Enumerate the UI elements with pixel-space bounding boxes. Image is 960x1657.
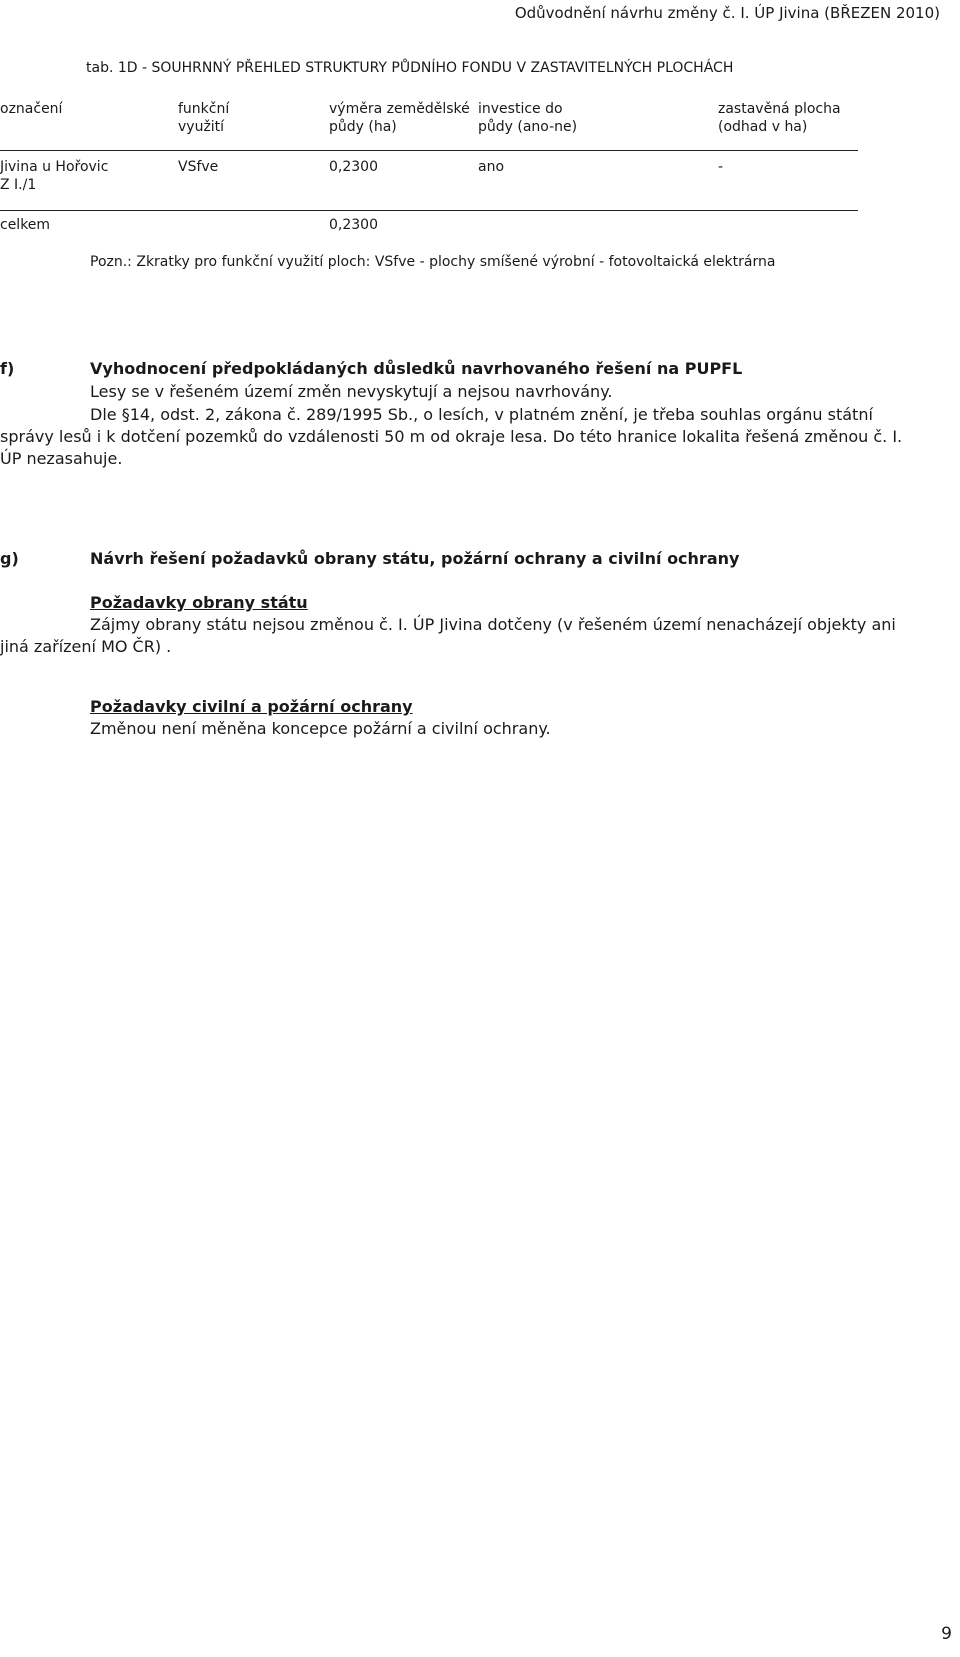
- column-header-line: označení: [0, 101, 63, 117]
- table-total-area: 0,2300: [329, 217, 378, 233]
- section-f-paragraph-line: ÚP nezasahuje.: [0, 449, 123, 468]
- column-header-use: [178, 100, 229, 136]
- column-header-built-area: [718, 100, 841, 136]
- defense-requirements-line: Zájmy obrany státu nejsou změnou č. I. ÚP Jivina dotčeny (v řešeném území nenacházejí objekty ani: [90, 615, 896, 634]
- column-header-line: výměra zemědělské: [329, 101, 470, 117]
- column-header-investment: [478, 100, 577, 136]
- section-g-heading: Návrh řešení požadavků obrany státu, požární ochrany a civilní ochrany: [90, 549, 740, 568]
- table-cell-investment: ano: [478, 159, 505, 175]
- table-cell-area: 0,2300: [329, 159, 378, 175]
- table-caption: tab. 1D - SOUHRNNÝ PŘEHLED STRUKTURY PŮDNÍHO FONDU V ZASTAVITELNÝCH PLOCHÁCH: [86, 60, 734, 76]
- section-f-paragraph-line: Dle §14, odst. 2, zákona č. 289/1995 Sb., o lesích, v platném znění, je třeba souhlas orgánu státní: [90, 405, 873, 424]
- section-f-paragraph-line: správy lesů i k dotčení pozemků do vzdálenosti 50 m od okraje lesa. Do této hranice lokalita řešená změnou č. I.: [0, 427, 903, 446]
- section-g-letter: g): [0, 549, 19, 568]
- column-header-line: (odhad v ha): [718, 119, 808, 135]
- table-cell: Z I./1: [0, 177, 37, 193]
- table-row-designation: [0, 158, 108, 194]
- table-total-rule: [0, 210, 858, 211]
- column-header-line: půdy (ha): [329, 119, 397, 135]
- column-header-line: zastavěná plocha: [718, 101, 841, 117]
- section-f-heading: Vyhodnocení předpokládaných důsledků navrhovaného řešení na PUPFL: [90, 359, 743, 378]
- defense-requirements-line: jiná zařízení MO ČR) .: [0, 637, 172, 656]
- column-header-designation: [0, 100, 62, 118]
- page-number: 9: [941, 1624, 952, 1644]
- column-header-line: investice do: [478, 101, 563, 117]
- table-cell-built-area: -: [718, 159, 724, 175]
- table-cell: Jivina u Hořovic: [0, 159, 109, 175]
- table-cell-use: VSfve: [178, 159, 219, 175]
- column-header-line: půdy (ano-ne): [478, 119, 578, 135]
- column-header-line: využití: [178, 119, 225, 135]
- document-header-title: Odůvodnění návrhu změny č. I. ÚP Jivina (BŘEZEN 2010): [514, 4, 940, 22]
- civil-fire-protection-line: Změnou není měněna koncepce požární a civilní ochrany.: [90, 719, 551, 738]
- table-note: Pozn.: Zkratky pro funkční využití ploch: VSfve - plochy smíšené výrobní - fotovoltaická elektrárna: [90, 254, 776, 270]
- column-header-area: [329, 100, 470, 136]
- table-header-rule: [0, 150, 858, 151]
- column-header-line: funkční: [178, 101, 230, 117]
- section-f-letter: f): [0, 359, 15, 378]
- table-total-label: celkem: [0, 217, 51, 233]
- defense-requirements-heading: Požadavky obrany státu: [90, 593, 308, 612]
- section-f-paragraph-line: Lesy se v řešeném území změn nevyskytují a nejsou navrhovány.: [90, 382, 613, 401]
- civil-fire-protection-heading: Požadavky civilní a požární ochrany: [90, 697, 413, 716]
